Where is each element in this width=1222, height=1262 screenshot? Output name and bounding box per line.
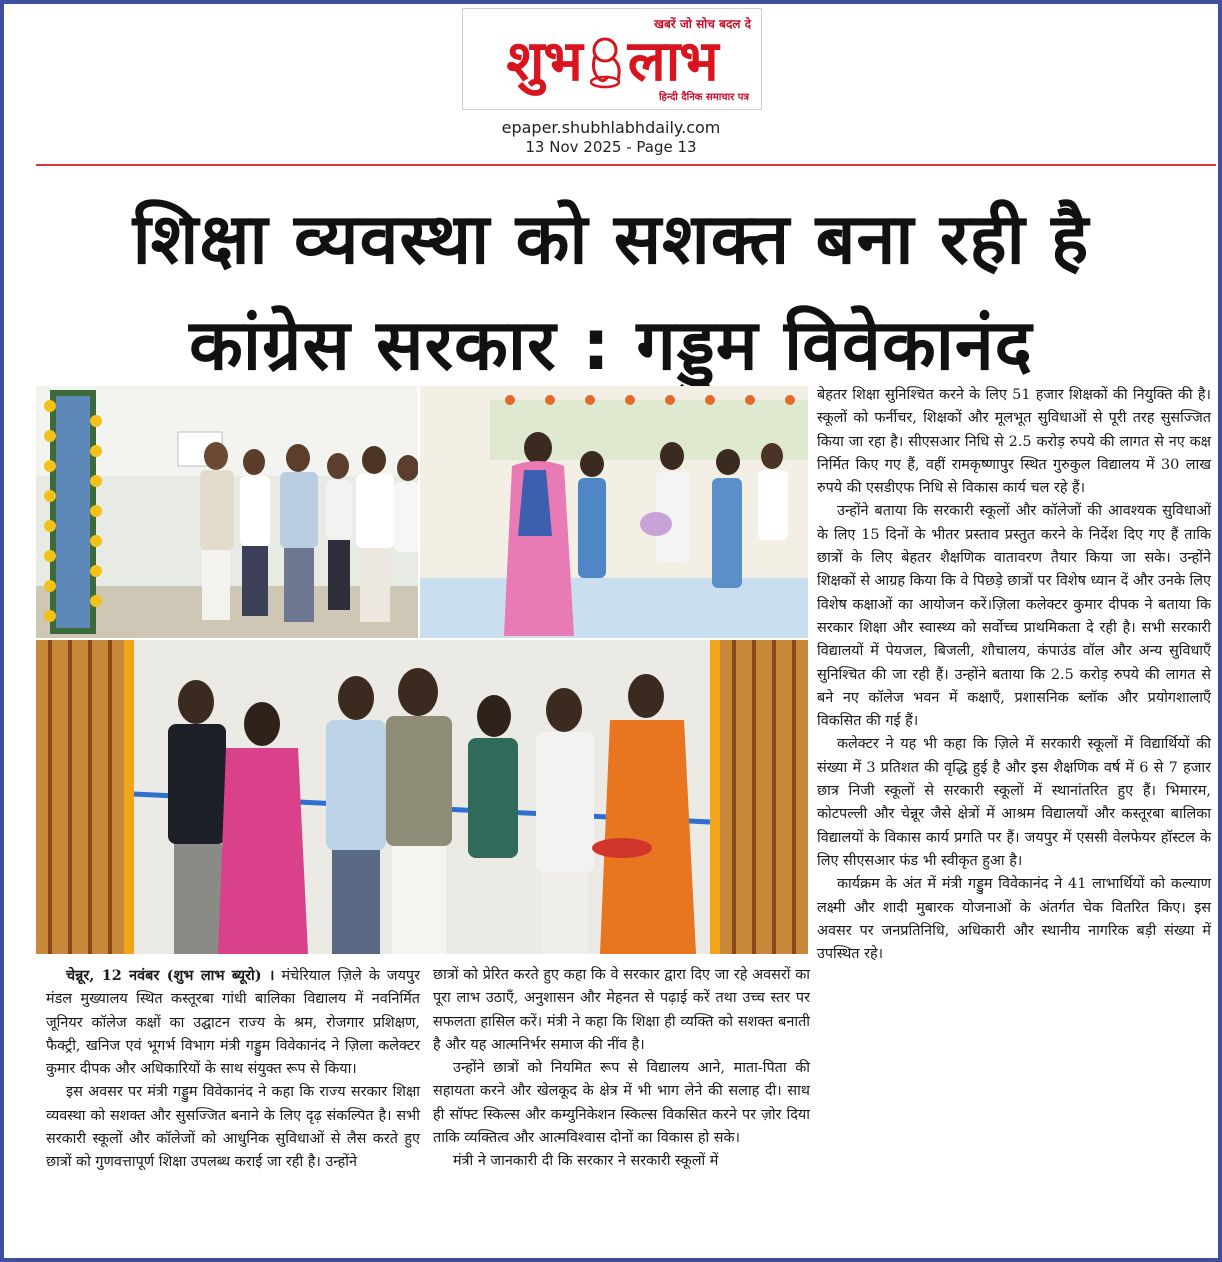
epaper-url[interactable]: epaper.shubhlabhdaily.com bbox=[501, 118, 721, 137]
article-paragraph: उन्होंने बताया कि सरकारी स्कूलों और कॉलेजों की आवश्यक सुविधाओं के लिए 15 दिनों के भीतर प्रस्ताव प्रस्तुत करने के निर्देश दिए गए हैं ताकि छात्रों के लिए बेहतर शैक्षणिक वातावरण तैयार किया जा सके। उन्होंने शिक्षकों से आग्रह किया कि वे पिछड़े छात्रों पर विशेष ध्यान दें और उनके लिए विशेष कक्षाओं का आयोजन करें।ज़िला कलेक्टर कुमार दीपक ने बताया कि सरकार शिक्षा और स्वास्थ्य को सर्वोच्च प्राथमिकता दे रही है। सभी सरकारी विद्यालयों में पेयजल, बिजली, शौचालय, कंपाउंड वॉल और अन्य सुविधाएँ सुनिश्चित की जा रही हैं। उन्होंने बताया कि 2.5 करोड़ रुपये की लागत से बने नए कॉलेज भवन में कक्षाएँ, प्रशासनिक ब्लॉक और प्रयोगशालाएँ विकसित की गई हैं। bbox=[817, 503, 1211, 730]
felicitation-illustration bbox=[420, 386, 808, 638]
header-divider bbox=[36, 164, 1216, 166]
logo-word-shubh: शुभ bbox=[506, 28, 582, 94]
logo-word-labh: लाभ bbox=[627, 28, 718, 94]
masthead-tagline: खबरें जो सोच बदल दे bbox=[654, 17, 751, 31]
article-paragraph: कार्यक्रम के अंत में मंत्री गड्डुम विवेकानंद ने 41 लाभार्थियों को कल्याण लक्ष्मी और शादी मुबारक योजनाओं के अंतर्गत चेक वितरित किए। इस अवसर पर जनप्रतिनिधि, अधिकारी और स्थानीय नागरिक बड़ी संख्या में उपस्थित रहे। bbox=[817, 876, 1211, 963]
plaque-unveiling-illustration bbox=[36, 386, 418, 638]
ganesh-icon bbox=[584, 34, 626, 90]
ribbon-cutting-illustration bbox=[36, 640, 808, 954]
article-paragraph: बेहतर शिक्षा सुनिश्चित करने के लिए 51 हजार शिक्षकों की नियुक्ति की है। स्कूलों को फर्नीचर, शिक्षकों और मूलभूत सुविधाओं से पूरी तरह सुसज्जित किया जा रहा है। सीएसआर निधि से 2.5 करोड़ रुपये की लागत से नए कक्ष निर्मित किए गए हैं, वहीं रामकृष्णापुर स्थित गुरुकुल विद्यालय में 30 लाख रुपये की एसडीएफ निधि से विकास कार्य चल रहे हैं। bbox=[817, 387, 1211, 497]
headline-line-1: शिक्षा व्यवस्था को सशक्त बना रही है bbox=[132, 198, 1090, 280]
article-paragraph bbox=[46, 964, 420, 1081]
plaque-unveiling-photo[interactable] bbox=[36, 386, 418, 638]
article-paragraph: मंत्री ने जानकारी दी कि सरकार ने सरकारी स्कूलों में bbox=[453, 1153, 719, 1170]
ribbon-cutting-photo[interactable] bbox=[36, 640, 808, 954]
students-felicitation-photo[interactable] bbox=[420, 386, 808, 638]
article-column-3 bbox=[817, 384, 1211, 966]
article-paragraph: उन्होंने छात्रों को नियमित रूप से विद्यालय आने, माता-पिता की सहायता करने और खेलकूद के क्षेत्र में भी भाग लेने की सलाह दी। साथ ही सॉफ्ट स्किल्स और कम्युनिकेशन स्किल्स विकसित करने पर ज़ोर दिया ताकि व्यक्तित्व और आत्मविश्वास दोनों का विकास हो सके। bbox=[433, 1060, 810, 1147]
masthead-subtitle: हिन्दी दैनिक समाचार पत्र bbox=[658, 92, 749, 103]
article-paragraph: इस अवसर पर मंत्री गड्डुम विवेकानंद ने कहा कि राज्य सरकार शिक्षा व्यवस्था को सशक्त और सुसज्जित बनाने के लिए दृढ़ संकल्पित है। सभी सरकारी स्कूलों और कॉलेजों को आधुनिक सुविधाओं से लैस करते हुए छात्रों को गुणवत्तापूर्ण शिक्षा उपलब्ध कराई जा रही है। उन्होंने bbox=[46, 1084, 420, 1171]
article-text: मंचेरियाल ज़िले के जयपुर मंडल मुख्यालय स्थित कस्तूरबा गांधी बालिका विद्यालय में नवनिर्मित जूनियर कॉलेज कक्षों का उद्घाटन राज्य के श्रम, रोजगार प्रशिक्षण, फैक्ट्री, खनिज एवं भूगर्भ विभाग मंत्री गड्डुम विवेकानंद ने ज़िला कलेक्टर कुमार दीपक और अधिकारियों के साथ संयुक्त रूप से किया। bbox=[46, 968, 420, 1078]
article-paragraph: छात्रों को प्रेरित करते हुए कहा कि वे सरकार द्वारा दिए जा रहे अवसरों का पूरा लाभ उठाएँ, अनुशासन और मेहनत से पढ़ाई करें तथा उच्च स्तर पर सफलता हासिल करें। मंत्री ने कहा कि शिक्षा ही व्यक्ति को सशक्त बनाती है और यह आत्मनिर्भर समाज की नींव है। bbox=[433, 967, 810, 1053]
headline-line-2: कांग्रेस सरकार : गड्डुम विवेकानंद bbox=[189, 304, 1033, 386]
article-column-2 bbox=[433, 964, 810, 1174]
masthead-logo[interactable] bbox=[462, 8, 762, 110]
article-column-1 bbox=[46, 964, 420, 1175]
logo-wordmark bbox=[469, 25, 755, 96]
article-paragraph: कलेक्टर ने यह भी कहा कि ज़िले में सरकारी स्कूलों में विद्यार्थियों की संख्या में 3 प्रतिशत की वृद्धि हुई है और इस शैक्षणिक वर्ष में 6 से 7 हजार छात्र निजी स्कूलों से सरकारी स्कूलों में स्थानांतरित हुए हैं। भिमारम, कोटपल्ली और चेन्नूर जैसे क्षेत्रों में आश्रम विद्यालयों और कस्तूरबा बालिका विद्यालयों के विकास कार्य प्रगति पर हैं। जयपुर में एससी वेलफेयर हॉस्टल के लिए सीएसआर फंड भी स्वीकृत हुआ है। bbox=[817, 736, 1211, 869]
article-byline: चेन्नूर, 12 नवंबर (शुभ लाभ ब्यूरो) । bbox=[66, 967, 275, 984]
edition-date-page: 13 Nov 2025 - Page 13 bbox=[525, 138, 697, 156]
